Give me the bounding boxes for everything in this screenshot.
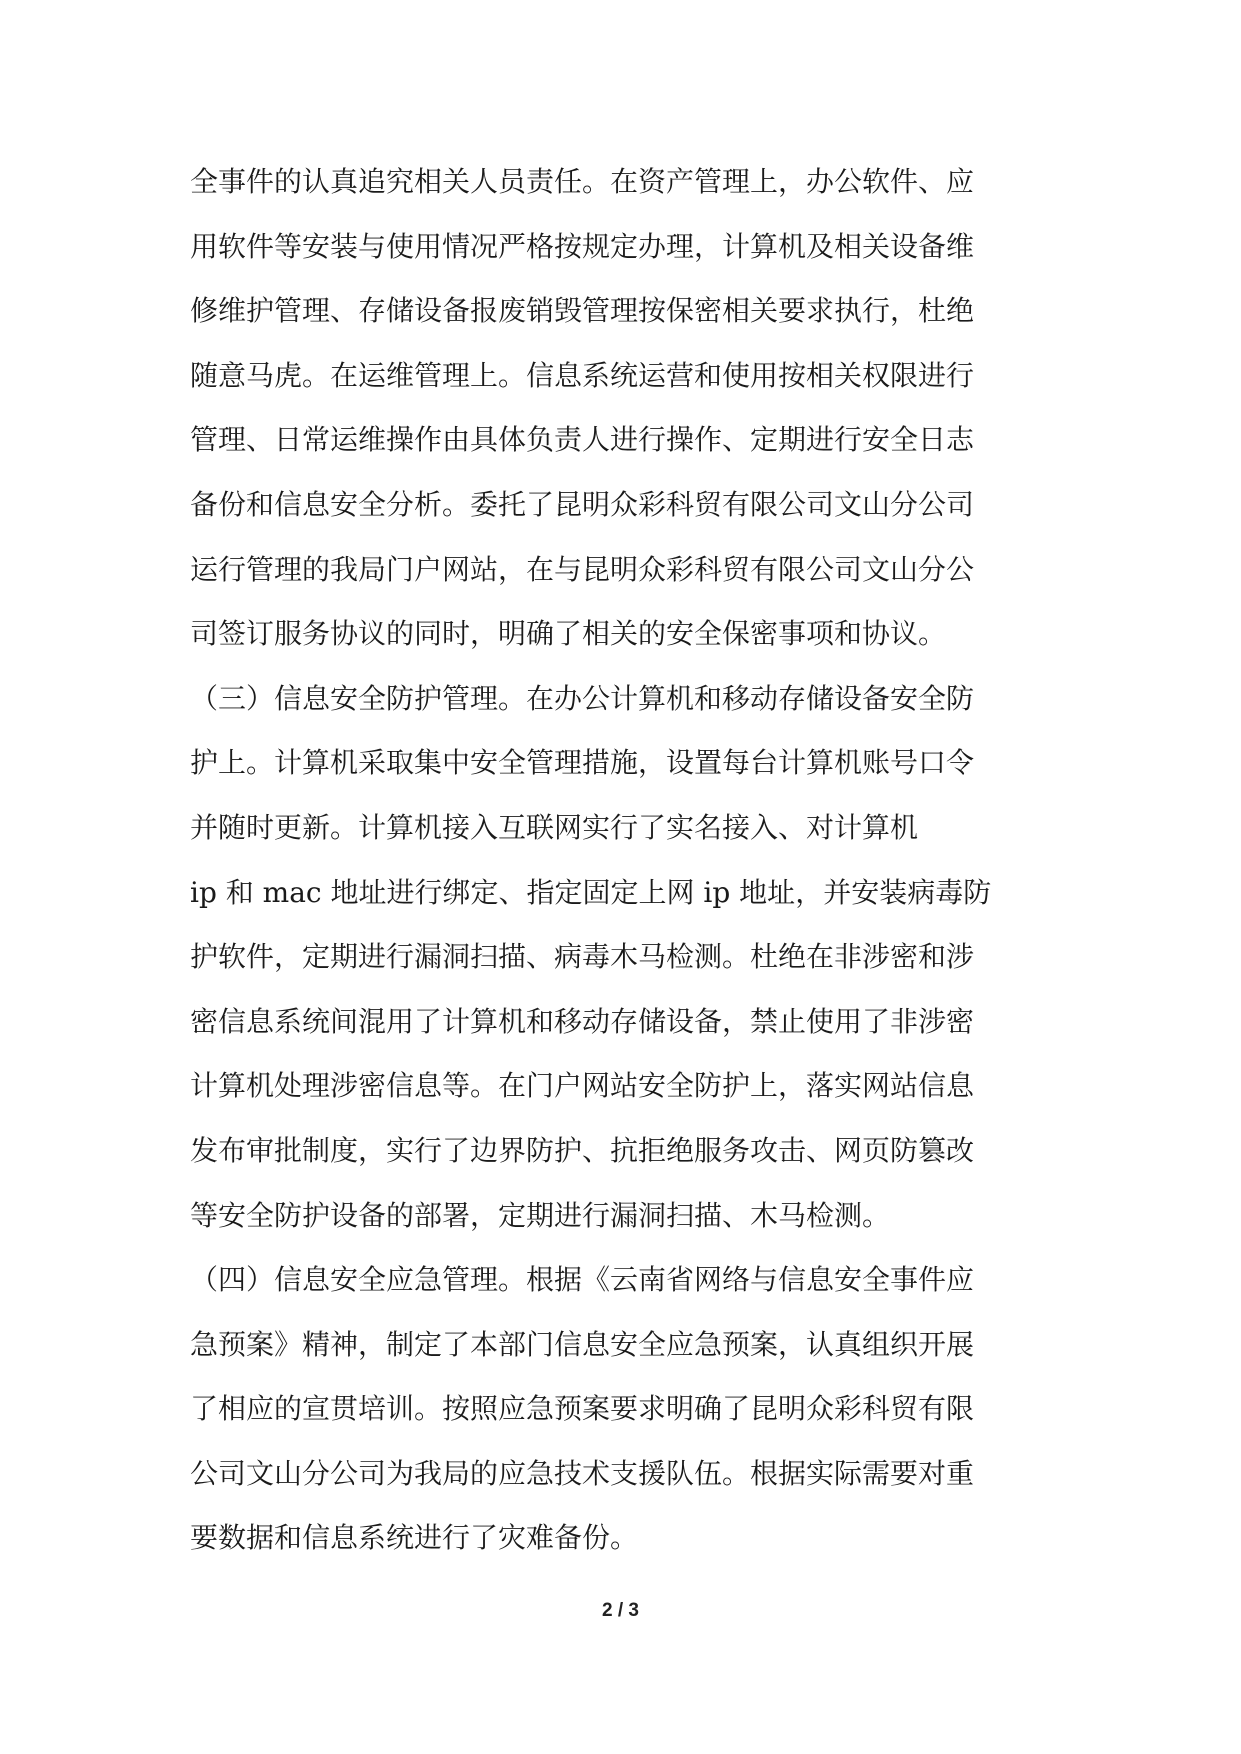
text-line: 要数据和信息系统进行了灾难备份。	[190, 1521, 639, 1555]
text-line: 计算机处理涉密信息等。在门户网站安全防护上，落实网站信息	[190, 1069, 975, 1103]
text-line: 全事件的认真追究相关人员责任。在资产管理上，办公软件、应	[190, 165, 975, 198]
text-line: 公司文山分公司为我局的应急技术支援队伍。根据实际需要对重	[190, 1456, 975, 1490]
text-line: 发布审批制度，实行了边界防护、抗拒绝服务攻击、网页防篡改	[190, 1133, 975, 1167]
section-heading-line: （四）信息安全应急管理。根据《云南省网络与信息安全事件应	[190, 1263, 975, 1297]
text-line: 护上。计算机采取集中安全管理措施，设置每台计算机账号口令	[190, 746, 975, 780]
text-line: 并随时更新。计算机接入互联网实行了实名接入、对计算机	[190, 810, 919, 844]
text-line: 修维护管理、存储设备报废销毁管理按保密相关要求执行，杜绝	[190, 294, 975, 328]
text-line: 司签订服务协议的同时，明确了相关的安全保密事项和协议。	[190, 617, 947, 651]
text-line: 急预案》精神，制定了本部门信息安全应急预案，认真组织开展	[190, 1327, 975, 1361]
text-line: ip 和 mac 地址进行绑定、指定固定上网 ip 地址，并安装病毒防	[190, 875, 992, 909]
text-line: 密信息系统间混用了计算机和移动存储设备，禁止使用了非涉密	[190, 1004, 975, 1038]
text-line: 备份和信息安全分析。委托了昆明众彩科贸有限公司文山分公司	[190, 487, 975, 521]
section-heading-line: （三）信息安全防护管理。在办公计算机和移动存储设备安全防	[190, 681, 975, 715]
text-line: 用软件等安装与使用情况严格按规定办理，计算机及相关设备维	[190, 229, 975, 263]
text-line: 随意马虎。在运维管理上。信息系统运营和使用按相关权限进行	[190, 358, 975, 392]
page-number: 2 / 3	[602, 1600, 639, 1621]
text-line: 了相应的宣贯培训。按照应急预案要求明确了昆明众彩科贸有限	[190, 1392, 975, 1426]
text-line: 运行管理的我局门户网站，在与昆明众彩科贸有限公司文山分公	[190, 552, 975, 586]
body-text	[190, 150, 1070, 1571]
text-line: 等安全防护设备的部署，定期进行漏洞扫描、木马检测。	[190, 1198, 891, 1232]
text-line: 护软件，定期进行漏洞扫描、病毒木马检测。杜绝在非涉密和涉	[190, 940, 975, 974]
text-line: 管理、日常运维操作由具体负责人进行操作、定期进行安全日志	[190, 423, 975, 457]
